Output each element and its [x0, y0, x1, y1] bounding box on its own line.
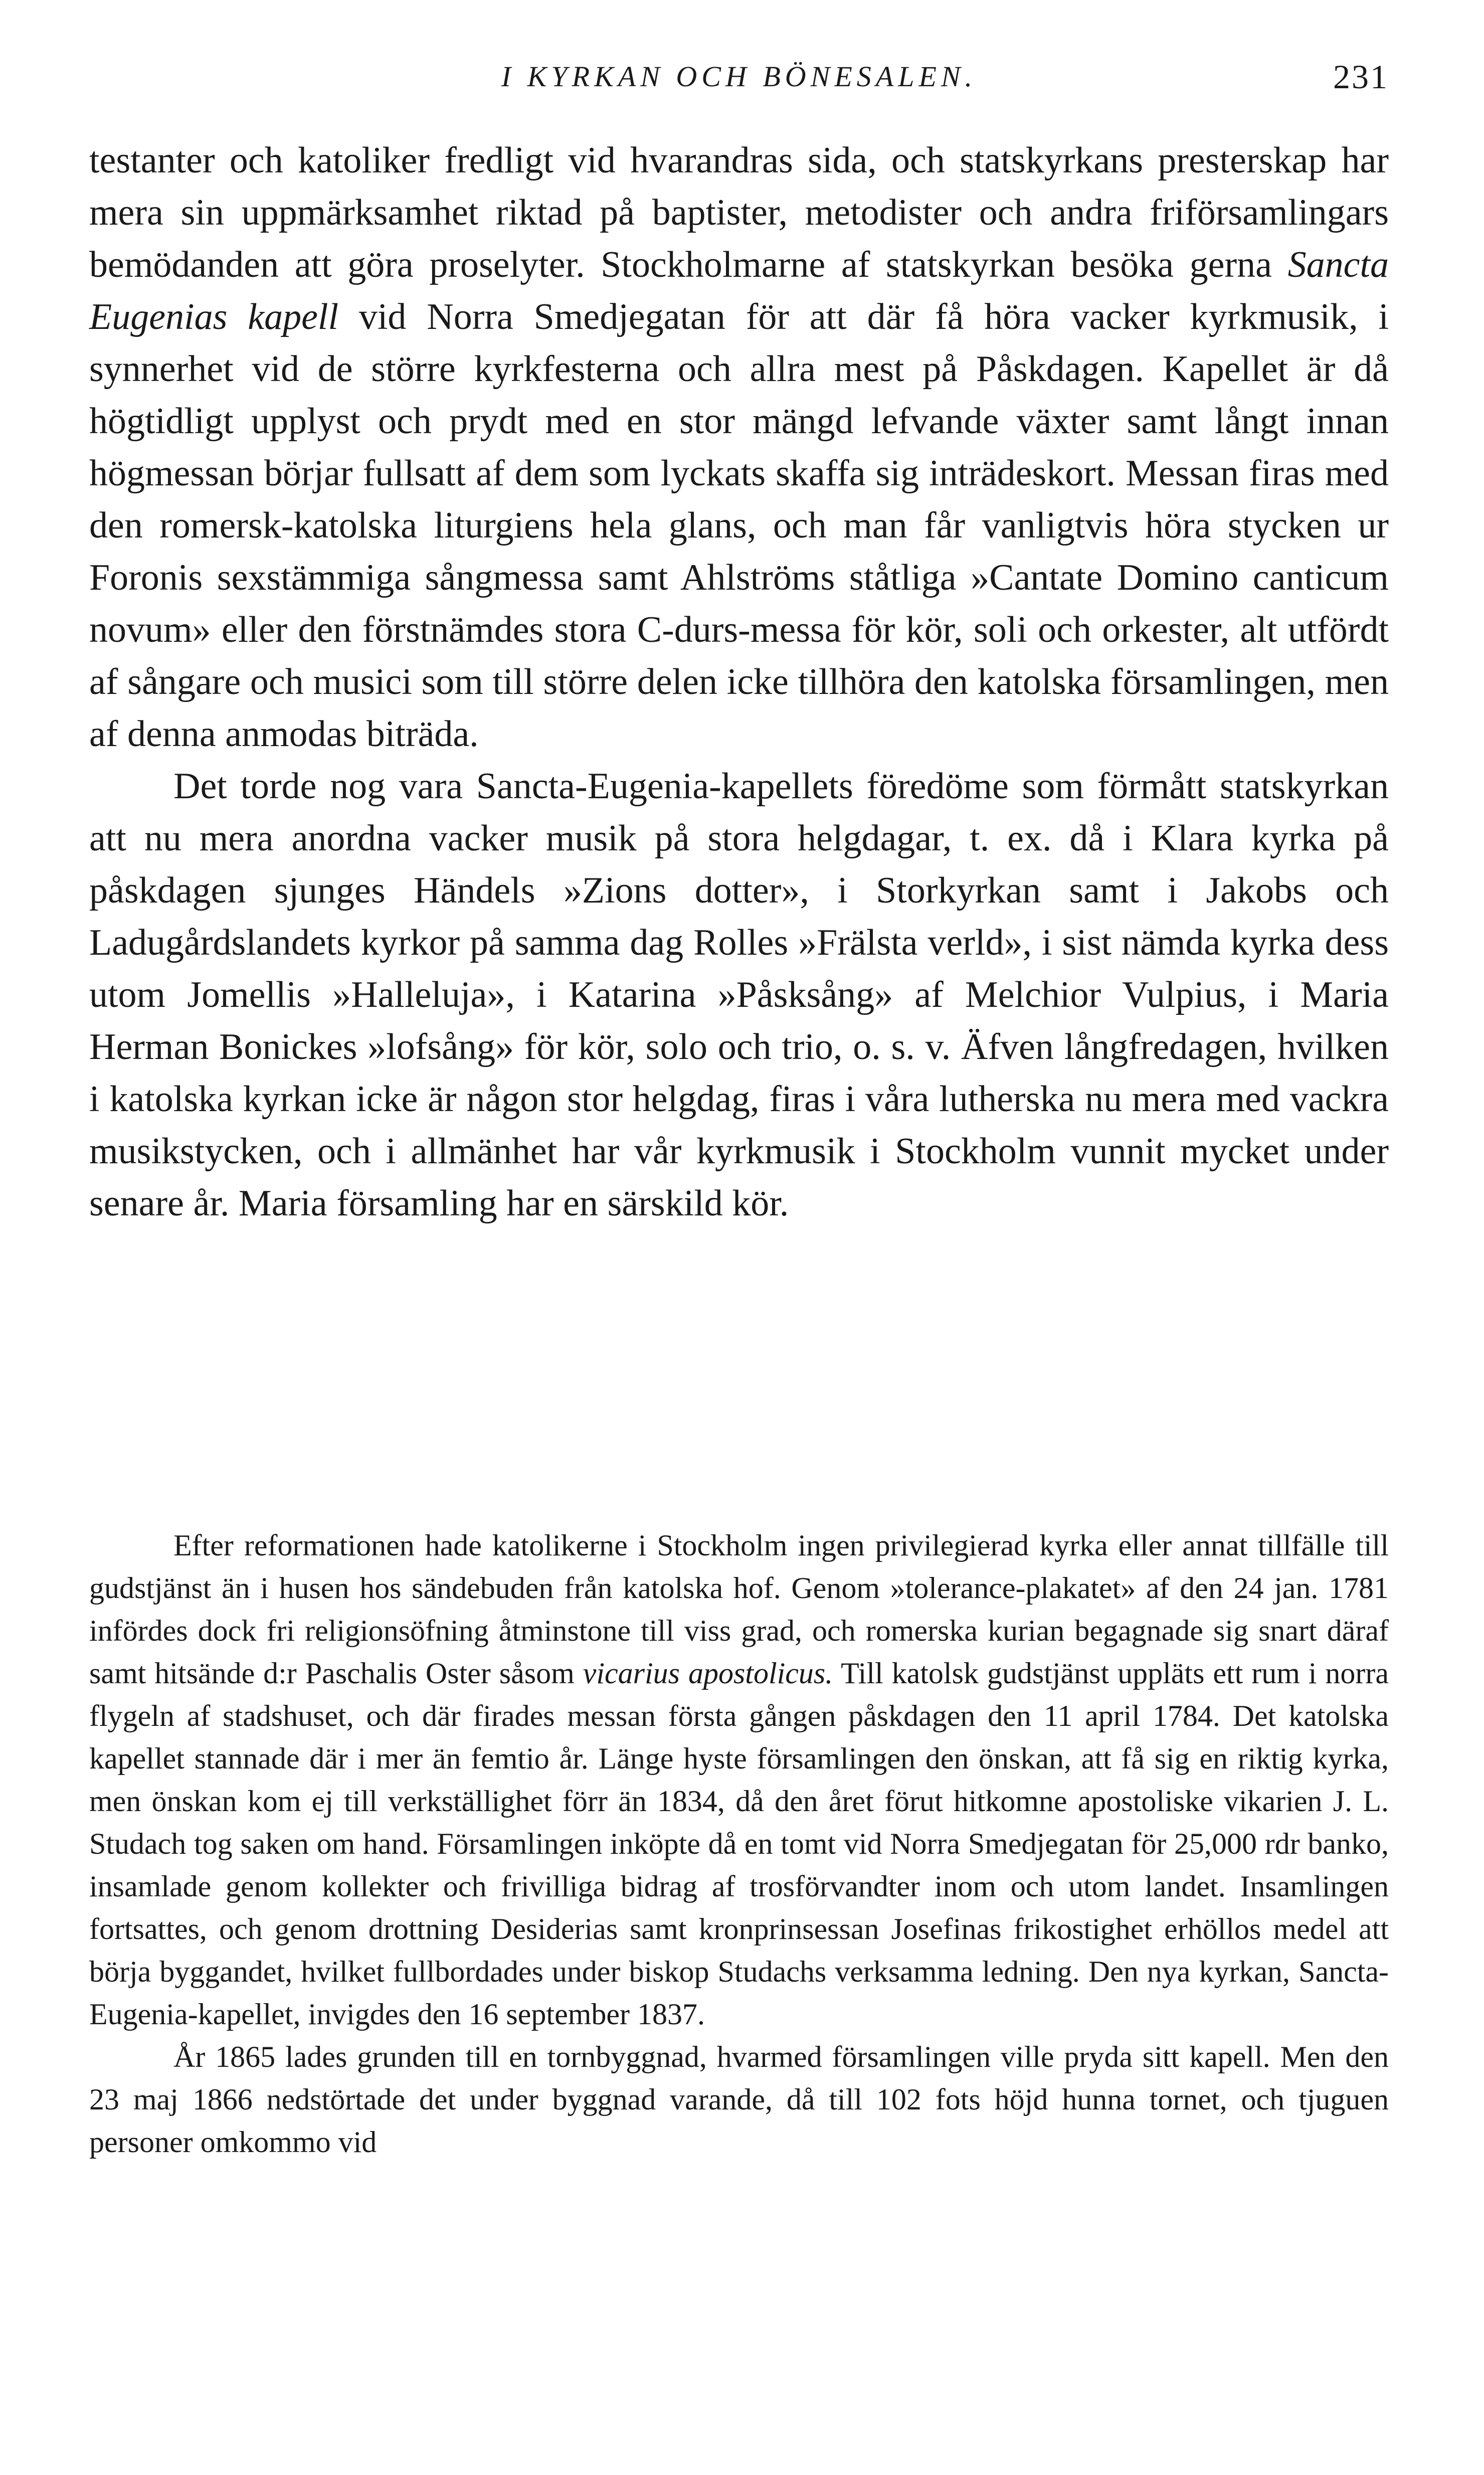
note-paragraph-2: År 1865 lades grunden till en tornbyggnad, hvarmed församlingen ville pryda sitt kapell. Men den 23 maj 1866 nedstörtade det under byggnad varande, då till 102 fots höjd hunna tornet, och tjuguen personer omkommo vid [89, 2040, 1389, 2159]
paragraph-2: Det torde nog vara Sancta-Eugenia-kapellets föredöme som förmått statskyrkan att nu mera anordna vacker musik på stora helgdagar, t. ex. då i Klara kyrka på påskdagen sjunges Händels »Zions dotter», i Storkyrkan samt i Jakobs och Ladugårdslandets kyrkor på samma dag Rolles »Frälsta verld», i sist nämda kyrka dess utom Jomellis »Halleluja», i Katarina »Påsksång» af Melchior Vulpius, i Maria Herman Bonickes »lofsång» för kör, solo och trio, o. s. v. Äfven långfredagen, hvilken i katolska kyrkan icke är någon stor helgdag, firas i våra lutherska nu mera med vackra musikstycken, och i allmänhet har vår kyrkmusik i Stockholm vunnit mycket under senare år. Maria församling har en särskild kör. [89, 766, 1389, 1224]
paragraph-1-italic: Sancta Eugenias kapell [89, 244, 1389, 337]
note-paragraph-1 [89, 1524, 1389, 2036]
notes-section [89, 1524, 1389, 2164]
note-1-italic: vicarius apostolicus. [583, 1657, 833, 1690]
note-1-text-a: Efter reformationen hade katolikerne i Stockholm ingen privilegierad kyrka eller annat tillfälle till gudstjänst än i husen hos sändebuden från katolska hof. Genom »tolerance-plakatet» af den 24 jan. 1781 infördes dock fri religionsöfning åtminstone till viss grad, och romerska kurian begagnade sig snart däraf samt hitsände d:r Paschalis Oster såsom [89, 1529, 1389, 1690]
note-1-text-b: Till katolsk gudstjänst uppläts ett rum i norra flygeln af stadshuset, och där firades messan första gången påskdagen den 11 april 1784. Det katolska kapellet stannade där i mer än femtio år. Länge hyste församlingen den önskan, att få sig en riktig kyrka, men önskan kom ej till verkställighet förr än 1834, då den året förut hitkomne apostoliske vikarien J. L. Studach tog saken om hand. Församlingen inköpte då en tomt vid Norra Smedjegatan för 25,000 rdr banko, insamlade genom kollekter och frivilliga bidrag af trosförvandter inom och utom landet. Insamlingen fortsattes, och genom drottning Desiderias samt kronprinsessan Josefinas frikostighet erhöllos medel att börja byggandet, hvilket fullbordades under biskop Studachs verksamma ledning. Den nya kyrkan, Sancta-Eugenia-kapellet, invigdes den 16 september 1837. [89, 1657, 1389, 2031]
page-number: 231 [1333, 58, 1389, 96]
paragraph-1 [89, 134, 1389, 760]
paragraph-1-text-b: vid Norra Smedjegatan för att där få höra vacker kyrkmusik, i synnerhet vid de större kyrkfesterna och allra mest på Påskdagen. Kapellet är då högtidligt upplyst och prydt med en stor mängd lefvande växter samt långt innan högmessan börjar fullsatt af dem som lyckats skaffa sig inträdeskort. Messan firas med den romersk-katolska liturgiens hela glans, och man får vanligtvis höra stycken ur Foronis sexstämmiga sångmessa samt Ahlströms ståtliga »Cantate Domino canticum novum» eller den förstnämdes stora C-durs-messa för kör, soli och orkester, alt utfördt af sångare och musici som till större delen icke tillhöra den katolska församlingen, men af denna anmodas biträda. [89, 296, 1389, 755]
running-title: I KYRKAN OCH BÖNESALEN. [501, 60, 977, 93]
main-text [89, 134, 1389, 1229]
paragraph-1-text-a: testanter och katoliker fredligt vid hvarandras sida, och statskyrkans presterskap har mera sin uppmärksamhet riktad på baptister, metodister och andra friförsamlingars bemödanden att göra proselyter. Stockholmarne af statskyrkan besöka gerna [89, 140, 1389, 285]
book-page [89, 0, 1389, 2475]
running-head [89, 54, 1389, 99]
